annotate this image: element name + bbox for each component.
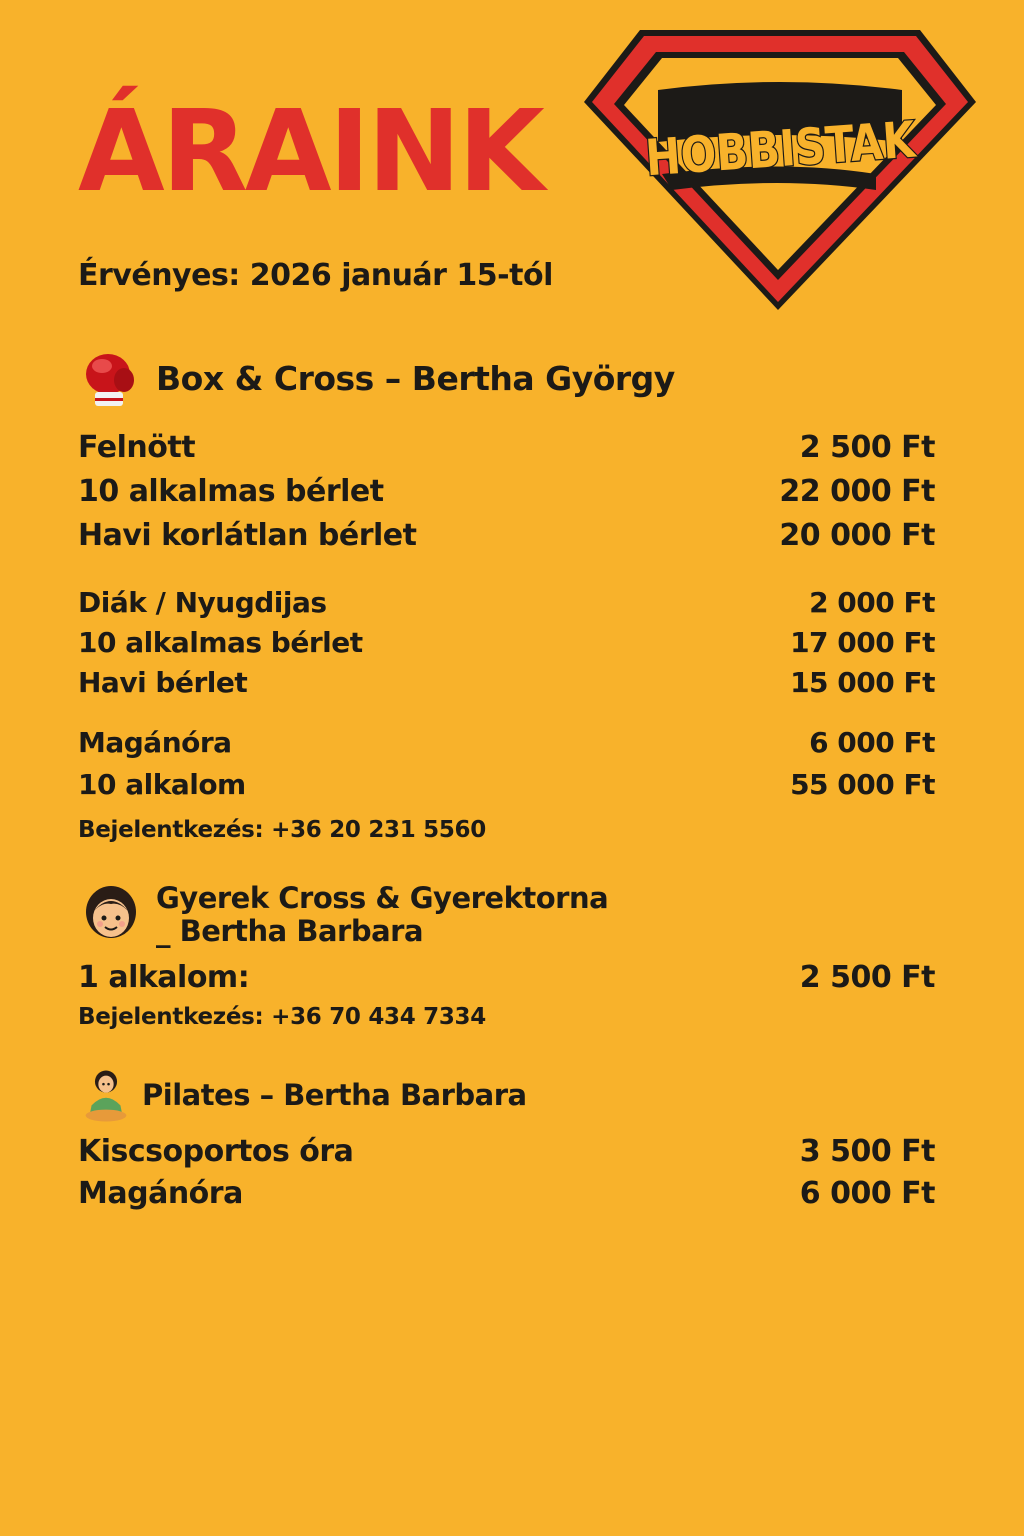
price-label: Magánóra [78, 1176, 243, 1211]
price-label: 10 alkalom [78, 768, 246, 801]
section-title-pilates: Pilates – Bertha Barbara [142, 1078, 527, 1113]
page-title: ÁRAINK [78, 87, 542, 217]
price-row [78, 768, 935, 801]
section-title-box-cross: Box & Cross – Bertha György [156, 359, 675, 399]
price-value: 6 000 Ft [799, 1176, 935, 1211]
valid-from-text: Érvényes: 2026 január 15-tól [78, 258, 553, 293]
price-row [78, 726, 935, 759]
price-row [78, 1176, 935, 1211]
price-label: 1 alkalom: [78, 960, 250, 995]
hobbistak-logo [580, 24, 980, 314]
boxing-glove-icon [78, 346, 144, 412]
price-row [78, 586, 935, 619]
contact-phone: Bejelentkezés: +36 70 434 7334 [78, 1004, 486, 1030]
price-value: 22 000 Ft [779, 474, 935, 509]
price-label: Havi korlátlan bérlet [78, 518, 417, 553]
contact-phone: Bejelentkezés: +36 20 231 5560 [78, 817, 486, 843]
girl-face-icon [78, 882, 144, 948]
price-row [78, 1134, 935, 1169]
price-row [78, 626, 935, 659]
price-label: Magánóra [78, 726, 232, 759]
price-value: 2 000 Ft [809, 586, 935, 619]
section-title-gyerek-line1: Gyerek Cross & Gyerektorna [156, 881, 609, 915]
price-label: Diák / Nyugdijas [78, 586, 327, 619]
section-header-pilates [78, 1068, 527, 1124]
price-value: 6 000 Ft [809, 726, 935, 759]
price-label: Kiscsoportos óra [78, 1134, 354, 1169]
section-header-box-cross [78, 346, 675, 412]
section-title-gyerek-line2: _ Bertha Barbara [156, 914, 424, 949]
price-value: 17 000 Ft [790, 626, 935, 659]
price-row [78, 518, 935, 553]
price-label: Felnött [78, 430, 196, 465]
price-value: 15 000 Ft [790, 666, 935, 699]
price-label: 10 alkalmas bérlet [78, 474, 384, 509]
price-row [78, 960, 935, 995]
price-value: 20 000 Ft [779, 518, 935, 553]
price-row [78, 474, 935, 509]
meditating-woman-icon [78, 1068, 134, 1124]
price-row [78, 430, 935, 465]
section-header-gyerek [78, 882, 608, 949]
price-row [78, 666, 935, 699]
price-label: 10 alkalmas bérlet [78, 626, 363, 659]
price-value: 55 000 Ft [790, 768, 935, 801]
logo-text: HOBBISTAK [643, 109, 938, 188]
price-value: 3 500 Ft [799, 1134, 935, 1169]
price-value: 2 500 Ft [799, 960, 935, 995]
price-value: 2 500 Ft [799, 430, 935, 465]
price-label: Havi bérlet [78, 666, 248, 699]
